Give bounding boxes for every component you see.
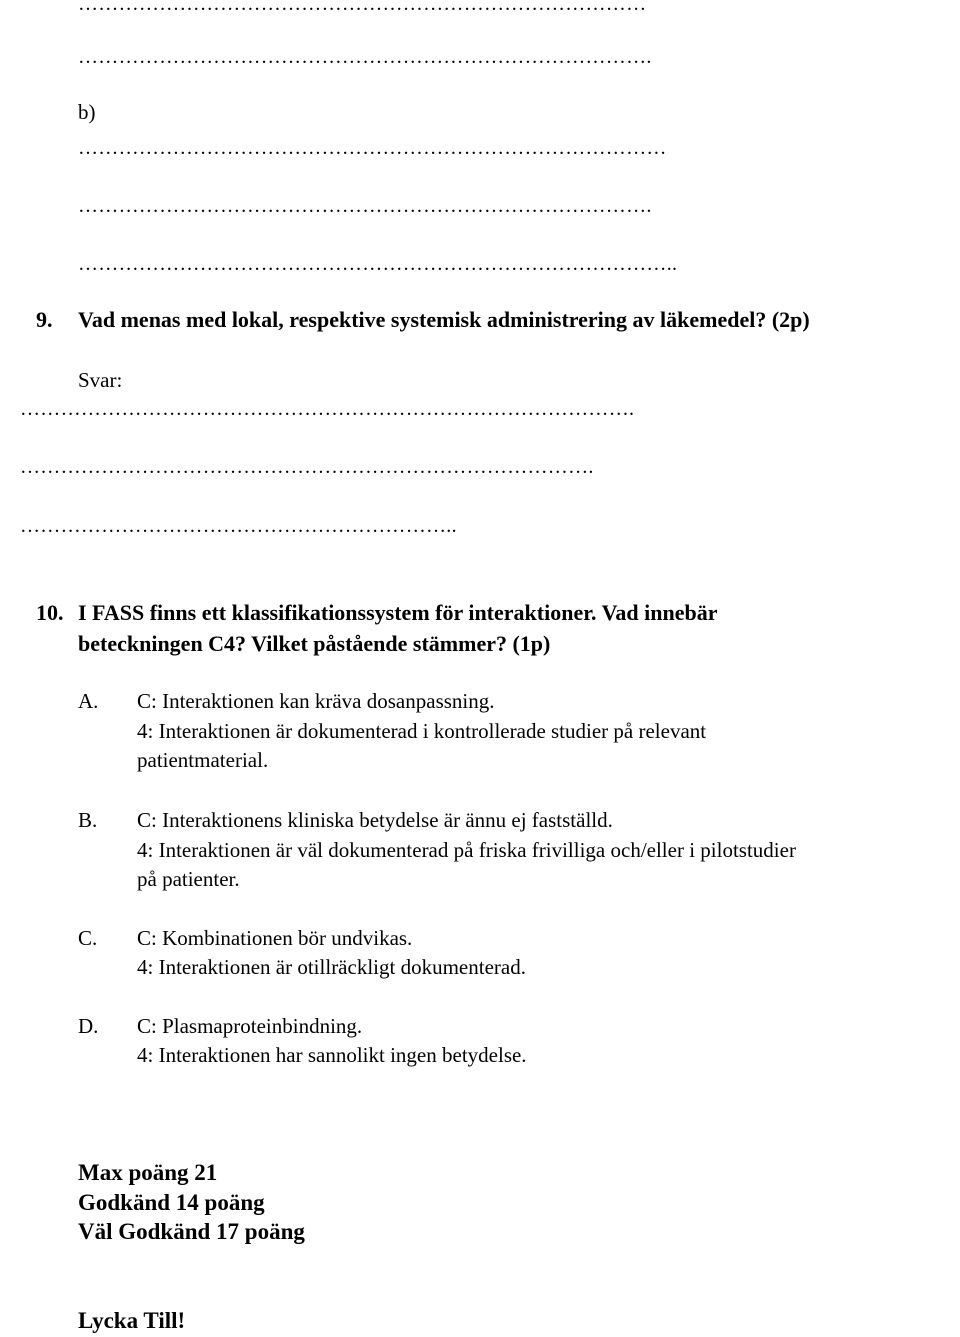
answer-line: …………………………………………………………………………. [78, 46, 652, 68]
option-text: C: Plasmaproteinbindning. [137, 1014, 363, 1038]
max-points: Max poäng 21 [78, 1160, 218, 1185]
question-text: I FASS finns ett klassifikationssystem för interaktioner. Vad innebär [78, 600, 718, 625]
option-text: 4: Interaktionen har sannolikt ingen betydelse. [137, 1043, 527, 1067]
option-letter: A. [78, 689, 99, 713]
answer-line: …………………………………………………………………………. [20, 456, 594, 478]
option-letter: C. [78, 926, 98, 950]
question-number: 9. [36, 307, 53, 332]
option-letter: B. [78, 808, 98, 832]
question-text: beteckningen C4? Vilket påstående stämmer? (1p) [78, 631, 551, 656]
part-label: b) [78, 100, 96, 124]
answer-line: …………………………………………………………………………… [78, 137, 667, 159]
answer-line: ………………………………………………………………………… [78, 0, 647, 15]
option-text: C: Kombinationen bör undvikas. [137, 926, 413, 950]
answer-line: ……………………………………………………….. [20, 515, 457, 537]
pass-threshold: Godkänd 14 poäng [78, 1190, 265, 1215]
option-text: C: Interaktionens kliniska betydelse är ännu ej fastställd. [137, 808, 613, 832]
question-text: Vad menas med lokal, respektive systemisk administrering av läkemedel? (2p) [78, 307, 810, 332]
option-text: 4: Interaktionen är väl dokumenterad på friska frivilliga och/eller i pilotstudier [137, 838, 796, 862]
option-text: patientmaterial. [137, 748, 269, 772]
answer-label: Svar: [78, 368, 123, 392]
answer-line: …………………………………………………………………………….. [78, 253, 678, 275]
closing-text: Lycka Till! [78, 1308, 186, 1333]
answer-line: ………………………………………………………………………………. [20, 398, 635, 420]
option-text: på patienter. [137, 867, 240, 891]
distinction-threshold: Väl Godkänd 17 poäng [78, 1219, 305, 1244]
question-number: 10. [36, 600, 64, 625]
option-text: C: Interaktionen kan kräva dosanpassning. [137, 689, 495, 713]
option-letter: D. [78, 1014, 99, 1038]
option-text: 4: Interaktionen är dokumenterad i kontrollerade studier på relevant [137, 719, 707, 743]
answer-line: …………………………………………………………………………. [78, 195, 652, 217]
option-text: 4: Interaktionen är otillräckligt dokumenterad. [137, 955, 526, 979]
